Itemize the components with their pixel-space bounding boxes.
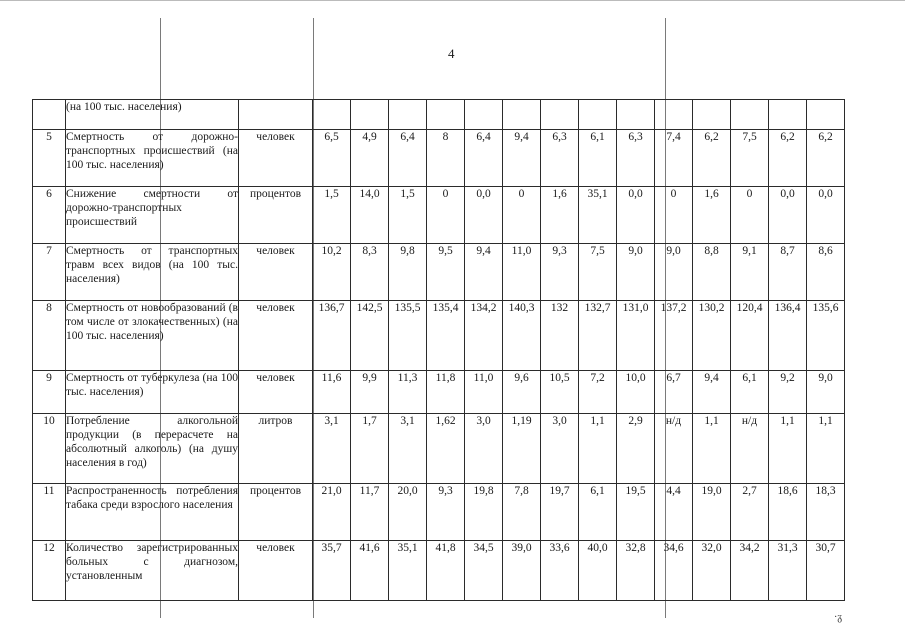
table-row xyxy=(33,371,845,414)
indicator-cell: Количество зарегистрированных больных с диагнозом, установленным xyxy=(66,541,239,601)
value-cell: 136,7 xyxy=(313,301,351,371)
value-cell: 4,4 xyxy=(655,484,693,541)
indicator-cell: Распространенность потребления табака среди взрослого населения xyxy=(66,484,239,541)
value-cell xyxy=(351,100,389,130)
value-cell: 34,6 xyxy=(655,541,693,601)
value-cell: 19,8 xyxy=(465,484,503,541)
value-cell: 8,7 xyxy=(769,244,807,301)
value-cell: 135,5 xyxy=(389,301,427,371)
value-cell: 1,19 xyxy=(503,414,541,484)
unit-cell: литров xyxy=(239,414,313,484)
scan-line-top xyxy=(0,0,905,1)
value-cell: 9,3 xyxy=(541,244,579,301)
table-body xyxy=(33,100,845,601)
value-cell: 11,0 xyxy=(503,244,541,301)
value-cell: 11,6 xyxy=(313,371,351,414)
value-cell: 1,5 xyxy=(389,187,427,244)
value-cell xyxy=(313,100,351,130)
value-cell: 2,7 xyxy=(731,484,769,541)
unit-cell: человек xyxy=(239,244,313,301)
value-cell: 120,4 xyxy=(731,301,769,371)
value-cell: 10,2 xyxy=(313,244,351,301)
value-cell: 11,3 xyxy=(389,371,427,414)
value-cell: 3,0 xyxy=(541,414,579,484)
scan-marks: ·ᵹ xyxy=(834,612,843,623)
value-cell: 32,8 xyxy=(617,541,655,601)
value-cell: 1,5 xyxy=(313,187,351,244)
value-cell xyxy=(769,100,807,130)
value-cell: 6,1 xyxy=(579,484,617,541)
value-cell: 6,2 xyxy=(807,130,845,187)
value-cell xyxy=(617,100,655,130)
value-cell: 1,6 xyxy=(541,187,579,244)
value-cell: 134,2 xyxy=(465,301,503,371)
value-cell xyxy=(807,100,845,130)
value-cell: 6,1 xyxy=(731,371,769,414)
value-cell: 3,1 xyxy=(389,414,427,484)
value-cell: 8,8 xyxy=(693,244,731,301)
value-cell: 1,1 xyxy=(693,414,731,484)
value-cell: 6,4 xyxy=(465,130,503,187)
row-number xyxy=(33,100,66,130)
value-cell: 14,0 xyxy=(351,187,389,244)
value-cell: 8,3 xyxy=(351,244,389,301)
value-cell xyxy=(389,100,427,130)
value-cell: 135,6 xyxy=(807,301,845,371)
value-cell: 19,7 xyxy=(541,484,579,541)
value-cell: 6,3 xyxy=(617,130,655,187)
value-cell xyxy=(579,100,617,130)
value-cell: 0 xyxy=(731,187,769,244)
value-cell: 132,7 xyxy=(579,301,617,371)
value-cell: 33,6 xyxy=(541,541,579,601)
value-cell: 9,4 xyxy=(465,244,503,301)
value-cell: 35,1 xyxy=(389,541,427,601)
unit-cell: человек xyxy=(239,541,313,601)
value-cell: 6,2 xyxy=(769,130,807,187)
value-cell: н/д xyxy=(655,414,693,484)
value-cell: 32,0 xyxy=(693,541,731,601)
value-cell: 21,0 xyxy=(313,484,351,541)
value-cell: 7,4 xyxy=(655,130,693,187)
value-cell: 34,5 xyxy=(465,541,503,601)
value-cell: 11,7 xyxy=(351,484,389,541)
value-cell: 1,62 xyxy=(427,414,465,484)
unit-cell: процентов xyxy=(239,484,313,541)
value-cell: 6,4 xyxy=(389,130,427,187)
value-cell: 11,8 xyxy=(427,371,465,414)
row-number: 12 xyxy=(33,541,66,601)
value-cell: 8,6 xyxy=(807,244,845,301)
table-row xyxy=(33,484,845,541)
value-cell: 9,6 xyxy=(503,371,541,414)
page-number: 4 xyxy=(448,46,455,61)
value-cell xyxy=(731,100,769,130)
unit-cell xyxy=(239,100,313,130)
value-cell: 41,6 xyxy=(351,541,389,601)
value-cell: 137,2 xyxy=(655,301,693,371)
value-cell: 18,6 xyxy=(769,484,807,541)
value-cell: 35,7 xyxy=(313,541,351,601)
value-cell: 0,0 xyxy=(465,187,503,244)
unit-cell: человек xyxy=(239,301,313,371)
value-cell xyxy=(541,100,579,130)
value-cell: 0 xyxy=(655,187,693,244)
value-cell: 6,1 xyxy=(579,130,617,187)
value-cell: 8 xyxy=(427,130,465,187)
value-cell: 20,0 xyxy=(389,484,427,541)
value-cell: 6,5 xyxy=(313,130,351,187)
row-number: 11 xyxy=(33,484,66,541)
value-cell: н/д xyxy=(731,414,769,484)
value-cell: 1,1 xyxy=(769,414,807,484)
value-cell: 9,3 xyxy=(427,484,465,541)
value-cell: 9,8 xyxy=(389,244,427,301)
table-row xyxy=(33,100,845,130)
value-cell: 6,3 xyxy=(541,130,579,187)
value-cell: 4,9 xyxy=(351,130,389,187)
indicator-cell: Потребление алкогольной продукции (в перерасчете на абсолютный алкоголь) (на душу населения в год) xyxy=(66,414,239,484)
table-row xyxy=(33,301,845,371)
value-cell: 136,4 xyxy=(769,301,807,371)
table-row xyxy=(33,244,845,301)
row-number: 8 xyxy=(33,301,66,371)
row-number: 7 xyxy=(33,244,66,301)
value-cell: 1,1 xyxy=(579,414,617,484)
value-cell: 131,0 xyxy=(617,301,655,371)
value-cell: 0 xyxy=(427,187,465,244)
value-cell: 7,8 xyxy=(503,484,541,541)
value-cell: 140,3 xyxy=(503,301,541,371)
row-number: 9 xyxy=(33,371,66,414)
value-cell: 39,0 xyxy=(503,541,541,601)
value-cell: 10,0 xyxy=(617,371,655,414)
value-cell: 19,5 xyxy=(617,484,655,541)
value-cell xyxy=(503,100,541,130)
indicator-cell: Смертность от новообразований (в том числе от злокачественных) (на 100 тыс. населения) xyxy=(66,301,239,371)
value-cell: 2,9 xyxy=(617,414,655,484)
value-cell: 9,0 xyxy=(617,244,655,301)
value-cell: 30,7 xyxy=(807,541,845,601)
unit-cell: человек xyxy=(239,371,313,414)
value-cell: 7,2 xyxy=(579,371,617,414)
value-cell: 1,1 xyxy=(807,414,845,484)
table-row xyxy=(33,130,845,187)
value-cell: 130,2 xyxy=(693,301,731,371)
indicator-cell: Смертность от туберкулеза (на 100 тыс. населения) xyxy=(66,371,239,414)
value-cell: 135,4 xyxy=(427,301,465,371)
value-cell: 9,2 xyxy=(769,371,807,414)
value-cell: 9,4 xyxy=(503,130,541,187)
value-cell: 1,7 xyxy=(351,414,389,484)
value-cell: 6,2 xyxy=(693,130,731,187)
value-cell: 9,0 xyxy=(807,371,845,414)
value-cell: 9,5 xyxy=(427,244,465,301)
value-cell: 11,0 xyxy=(465,371,503,414)
value-cell: 40,0 xyxy=(579,541,617,601)
value-cell: 142,5 xyxy=(351,301,389,371)
table-row xyxy=(33,187,845,244)
table-row xyxy=(33,414,845,484)
value-cell: 41,8 xyxy=(427,541,465,601)
value-cell: 1,6 xyxy=(693,187,731,244)
value-cell: 6,7 xyxy=(655,371,693,414)
unit-cell: человек xyxy=(239,130,313,187)
value-cell: 18,3 xyxy=(807,484,845,541)
value-cell: 10,5 xyxy=(541,371,579,414)
indicator-cell: Смертность от дорожно-транспортных происшествий (на 100 тыс. населения) xyxy=(66,130,239,187)
row-number: 10 xyxy=(33,414,66,484)
value-cell: 7,5 xyxy=(731,130,769,187)
value-cell: 0,0 xyxy=(617,187,655,244)
statistics-table xyxy=(32,99,845,601)
value-cell: 9,9 xyxy=(351,371,389,414)
value-cell xyxy=(655,100,693,130)
value-cell: 3,0 xyxy=(465,414,503,484)
indicator-cell: Снижение смертности от дорожно-транспортных происшествий xyxy=(66,187,239,244)
table-row xyxy=(33,541,845,601)
value-cell xyxy=(693,100,731,130)
value-cell: 34,2 xyxy=(731,541,769,601)
value-cell xyxy=(465,100,503,130)
indicator-cell: Смертность от транспортных травм всех видов (на 100 тыс. населения) xyxy=(66,244,239,301)
value-cell: 132 xyxy=(541,301,579,371)
value-cell: 19,0 xyxy=(693,484,731,541)
value-cell: 31,3 xyxy=(769,541,807,601)
value-cell: 7,5 xyxy=(579,244,617,301)
value-cell: 0,0 xyxy=(769,187,807,244)
value-cell: 0,0 xyxy=(807,187,845,244)
value-cell: 0 xyxy=(503,187,541,244)
value-cell: 9,4 xyxy=(693,371,731,414)
row-number: 6 xyxy=(33,187,66,244)
value-cell xyxy=(427,100,465,130)
row-number: 5 xyxy=(33,130,66,187)
value-cell: 9,1 xyxy=(731,244,769,301)
indicator-cell: (на 100 тыс. населения) xyxy=(66,100,239,130)
unit-cell: процентов xyxy=(239,187,313,244)
value-cell: 35,1 xyxy=(579,187,617,244)
value-cell: 9,0 xyxy=(655,244,693,301)
value-cell: 3,1 xyxy=(313,414,351,484)
